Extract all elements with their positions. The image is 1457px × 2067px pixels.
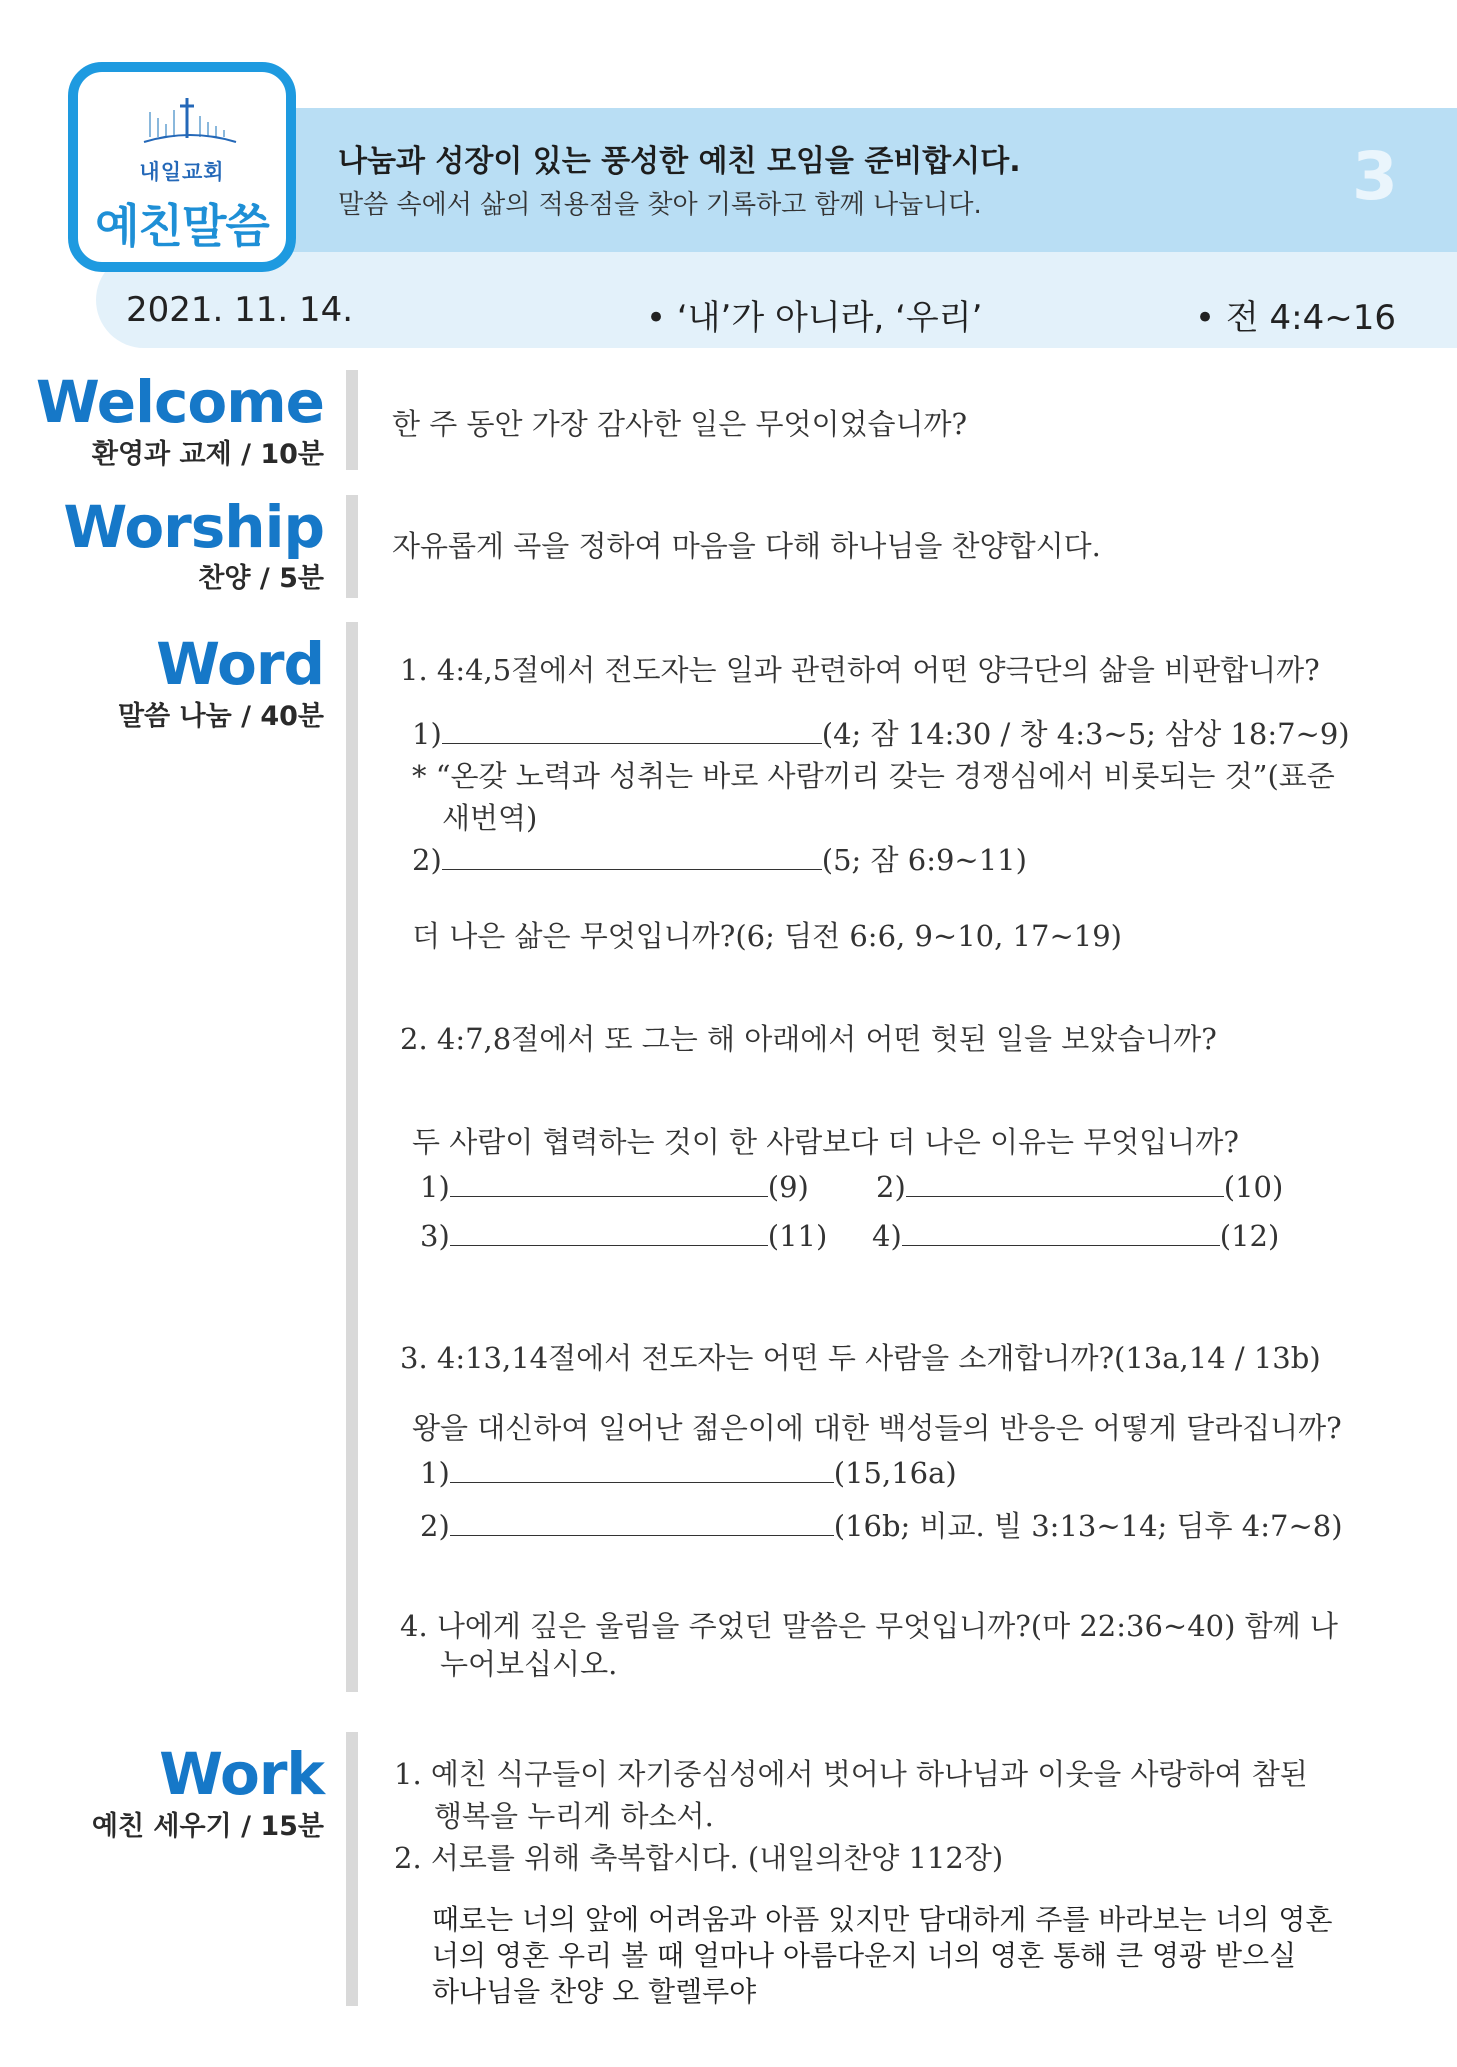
answer-reference: (5; 잠 6:9~11) bbox=[821, 843, 1027, 877]
answer-blank[interactable] bbox=[906, 1170, 1224, 1197]
question-1-note-cont: 새번역) bbox=[442, 801, 538, 835]
church-logo-icon bbox=[140, 92, 240, 152]
prayer-item-1-cont: 행복을 누리게 하소서. bbox=[434, 1799, 714, 1833]
answer-reference: (10) bbox=[1223, 1170, 1284, 1204]
welcome-heading: Welcome bbox=[35, 368, 324, 436]
question-1: 1. 4:4,5절에서 전도자는 일과 관련하여 어떤 양극단의 삶을 비판합니까? bbox=[400, 653, 1320, 687]
sermon-title: • ‘내’가 아니라, ‘우리’ bbox=[646, 298, 983, 338]
answer-line[interactable] bbox=[420, 1456, 957, 1490]
welcome-subtitle: 환영과 교제 / 10분 bbox=[91, 439, 324, 470]
answer-line[interactable] bbox=[872, 1219, 1279, 1253]
answer-number: 2) bbox=[420, 1509, 450, 1543]
answer-number: 2) bbox=[412, 843, 442, 877]
hymn-lyric-line: 하나님을 찬양 오 할렐루야 bbox=[432, 1975, 757, 2008]
answer-reference: (16b; 비교. 빌 3:13~14; 딤후 4:7~8) bbox=[833, 1509, 1343, 1543]
header-headline: 나눔과 성장이 있는 풍성한 예친 모임을 준비합시다. bbox=[338, 144, 1021, 179]
question-1-sub: 더 나은 삶은 무엇입니까?(6; 딤전 6:6, 9~10, 17~19) bbox=[412, 919, 1122, 953]
question-3-sub: 왕을 대신하여 일어난 젊은이에 대한 백성들의 반응은 어떻게 달라집니까? bbox=[412, 1411, 1342, 1445]
question-1-note: * “온갖 노력과 성취는 바로 사람끼리 갖는 경쟁심에서 비롯되는 것”(표준 bbox=[412, 759, 1335, 793]
answer-blank[interactable] bbox=[902, 1219, 1220, 1246]
answer-reference: (4; 잠 14:30 / 창 4:3~5; 삼상 18:7~9) bbox=[821, 717, 1350, 751]
scripture-reference: • 전 4:4~16 bbox=[1195, 298, 1396, 338]
answer-line[interactable] bbox=[412, 712, 1350, 753]
hymn-lyric-line: 때로는 너의 앞에 어려움과 아픔 있지만 담대하게 주를 바라보는 너의 영혼 bbox=[432, 1903, 1333, 1936]
work-subtitle: 예친 세우기 / 15분 bbox=[91, 1811, 324, 1842]
answer-blank[interactable] bbox=[450, 1509, 834, 1536]
welcome-question: 한 주 동안 가장 감사한 일은 무엇이었습니까? bbox=[392, 407, 968, 441]
worship-subtitle: 찬양 / 5분 bbox=[198, 563, 324, 594]
work-heading: Work bbox=[159, 1740, 324, 1808]
answer-reference: (9) bbox=[767, 1170, 809, 1204]
church-logo bbox=[68, 62, 296, 272]
hymn-lyric-line: 너의 영혼 우리 볼 때 얼마나 아름다운지 너의 영혼 통해 큰 영광 받으실 bbox=[432, 1939, 1297, 1972]
worship-heading: Worship bbox=[63, 493, 324, 561]
answer-blank[interactable] bbox=[450, 1170, 768, 1197]
answer-number: 1) bbox=[412, 717, 442, 751]
bulletin-date: 2021. 11. 14. bbox=[126, 290, 354, 330]
prayer-item-2: 2. 서로를 위해 축복합시다. (내일의찬양 112장) bbox=[394, 1841, 1004, 1875]
prayer-item-1: 1. 예친 식구들이 자기중심성에서 벗어나 하나님과 이웃을 사랑하여 참된 bbox=[394, 1757, 1308, 1791]
question-3: 3. 4:13,14절에서 전도자는 어떤 두 사람을 소개합니까?(13a,14 / 13b) bbox=[400, 1341, 1321, 1375]
answer-line[interactable] bbox=[412, 838, 1027, 879]
answer-line[interactable] bbox=[420, 1219, 827, 1253]
bulletin-title: 예친말씀 bbox=[95, 199, 269, 253]
question-2-sub: 두 사람이 협력하는 것이 한 사람보다 더 나은 이유는 무엇입니까? bbox=[412, 1125, 1239, 1159]
answer-number: 2) bbox=[876, 1170, 906, 1204]
question-4-cont: 누어보십시오. bbox=[440, 1647, 618, 1681]
page-number: 3 bbox=[1352, 138, 1398, 215]
answer-line[interactable] bbox=[876, 1170, 1283, 1204]
answer-blank[interactable] bbox=[450, 1219, 768, 1246]
answer-line[interactable] bbox=[420, 1170, 809, 1204]
answer-line[interactable] bbox=[420, 1504, 1343, 1545]
worship-divider bbox=[346, 495, 358, 598]
word-heading: Word bbox=[156, 630, 324, 698]
word-divider bbox=[346, 622, 358, 1692]
question-4: 4. 나에게 깊은 울림을 주었던 말씀은 무엇입니까?(마 22:36~40) 함께 나 bbox=[400, 1609, 1338, 1643]
work-divider bbox=[346, 1732, 358, 2006]
answer-blank[interactable] bbox=[450, 1456, 834, 1483]
question-2: 2. 4:7,8절에서 또 그는 해 아래에서 어떤 헛된 일을 보았습니까? bbox=[400, 1022, 1217, 1056]
header-subline: 말씀 속에서 삶의 적용점을 찾아 기록하고 함께 나눕니다. bbox=[338, 190, 982, 220]
answer-number: 1) bbox=[420, 1170, 450, 1204]
answer-reference: (11) bbox=[767, 1219, 828, 1253]
word-subtitle: 말씀 나눔 / 40분 bbox=[117, 701, 324, 732]
welcome-divider bbox=[346, 370, 358, 470]
answer-reference: (15,16a) bbox=[833, 1456, 957, 1490]
answer-number: 1) bbox=[420, 1456, 450, 1490]
worship-instruction: 자유롭게 곡을 정하여 마음을 다해 하나님을 찬양합시다. bbox=[392, 529, 1101, 563]
answer-number: 4) bbox=[872, 1219, 902, 1253]
church-name: 내일교회 bbox=[139, 160, 225, 184]
answer-blank[interactable] bbox=[442, 843, 822, 870]
answer-reference: (12) bbox=[1219, 1219, 1280, 1253]
answer-number: 3) bbox=[420, 1219, 450, 1253]
header-band bbox=[260, 108, 1457, 252]
answer-blank[interactable] bbox=[442, 717, 822, 744]
